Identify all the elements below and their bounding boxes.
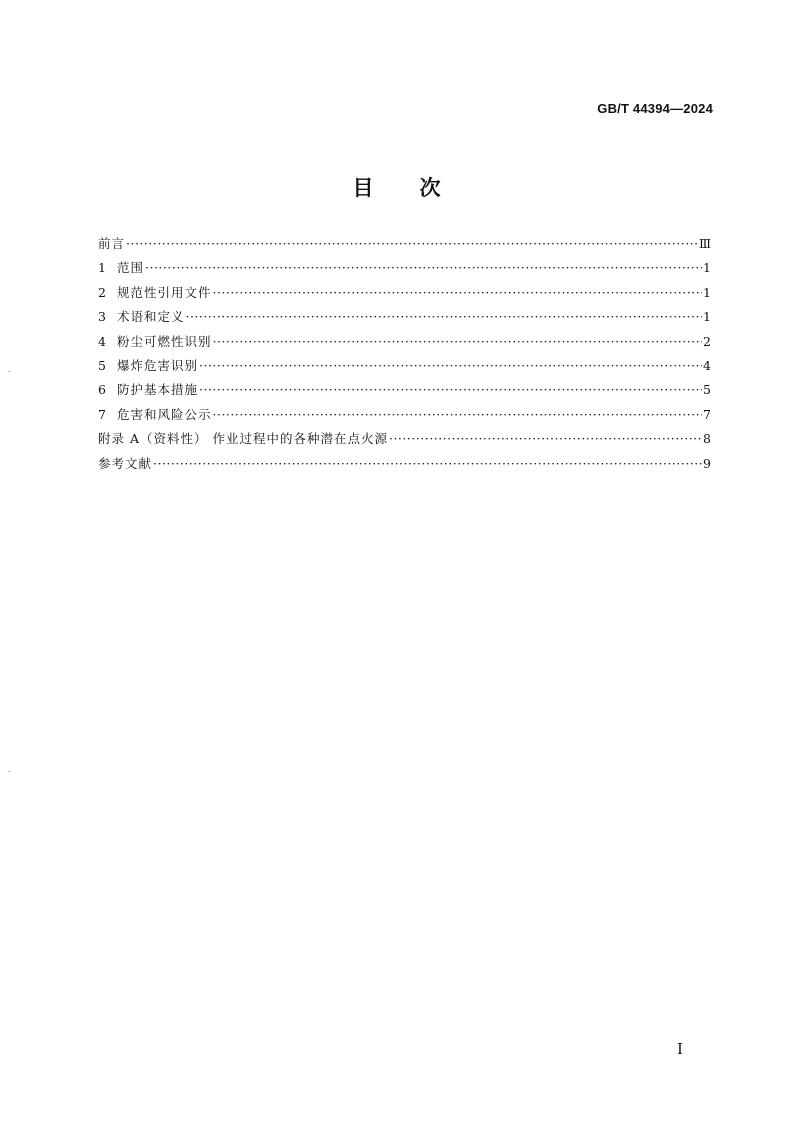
toc-entry-dust-combustibility[interactable] xyxy=(98,330,711,354)
toc-entry-basic-protection[interactable] xyxy=(98,378,711,402)
toc-entry-normative-references[interactable] xyxy=(98,281,711,305)
toc-leader-dots xyxy=(145,256,702,280)
toc-entry-annex-a[interactable] xyxy=(98,427,711,451)
toc-entry-label: 爆炸危害识别 xyxy=(117,357,199,373)
toc-entry-label: 规范性引用文件 xyxy=(117,284,212,300)
toc-entry-page: 1 xyxy=(703,284,711,300)
toc-leader-dots xyxy=(186,305,703,329)
toc-entry-explosion-hazard[interactable] xyxy=(98,354,711,378)
toc-entry-hazard-risk-notice[interactable] xyxy=(98,403,711,427)
toc-entry-number: 3 xyxy=(98,309,106,325)
toc-leader-dots xyxy=(213,403,703,427)
toc-entry-page: 5 xyxy=(703,382,711,398)
toc-leader-dots xyxy=(126,232,698,256)
toc-entry-page: 7 xyxy=(703,406,711,422)
scan-speck xyxy=(8,771,10,772)
toc-entry-number: 6 xyxy=(98,382,106,398)
toc-entry-page: 8 xyxy=(703,431,711,447)
toc-entry-scope[interactable] xyxy=(98,256,711,280)
toc-entry-page: 9 xyxy=(703,455,711,471)
scan-speck xyxy=(8,371,10,372)
toc-entry-number: 4 xyxy=(98,333,106,349)
toc-entry-label: 术语和定义 xyxy=(117,309,185,325)
toc-leader-dots xyxy=(213,281,703,305)
toc-entry-page: 1 xyxy=(703,260,711,276)
toc-leader-dots xyxy=(199,354,702,378)
toc-entry-label: 粉尘可燃性识别 xyxy=(117,333,212,349)
toc-entry-label: 前言 xyxy=(98,236,126,251)
toc-entry-number: 1 xyxy=(98,260,106,276)
toc-entry-terms-definitions[interactable] xyxy=(98,305,711,329)
toc-leader-dots xyxy=(213,330,703,354)
toc-entry-number: 7 xyxy=(98,406,106,422)
toc-entry-bibliography[interactable] xyxy=(98,452,711,476)
toc-entry-label: 参考文献 xyxy=(98,455,153,471)
toc-entry-foreword[interactable] xyxy=(98,232,711,256)
toc-entry-page: 4 xyxy=(703,357,711,373)
toc-entry-number: 5 xyxy=(98,357,106,373)
toc-entry-page: 1 xyxy=(703,309,711,325)
toc-entry-page: Ⅲ xyxy=(698,236,711,251)
page-title: 目次 xyxy=(352,176,487,200)
toc-leader-dots xyxy=(199,378,702,402)
toc-entry-number: 2 xyxy=(98,284,106,300)
toc-entry-page: 2 xyxy=(703,333,711,349)
toc-entry-label: 危害和风险公示 xyxy=(117,406,212,422)
standard-code: GB/T 44394—2024 xyxy=(597,101,713,116)
toc-entry-label: 防护基本措施 xyxy=(117,382,199,398)
toc-leader-dots xyxy=(153,452,702,476)
toc-entry-label: 范围 xyxy=(117,260,145,276)
toc-leader-dots xyxy=(389,427,702,451)
toc-entry-label: 附录 A（资料性） 作业过程中的各种潜在点火源 xyxy=(98,431,388,447)
table-of-contents xyxy=(98,232,711,476)
page-number: I xyxy=(677,1040,683,1058)
